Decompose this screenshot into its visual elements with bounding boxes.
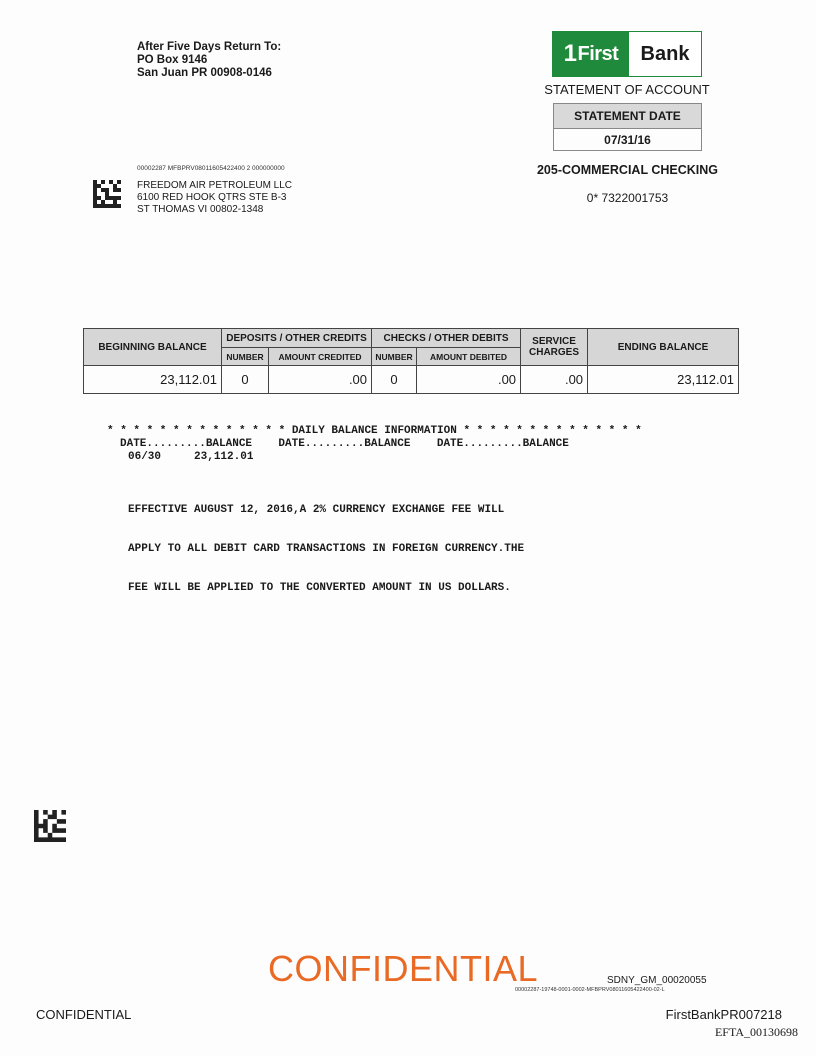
- datamatrix-code-icon: [93, 180, 121, 208]
- logo-number: 1: [563, 40, 577, 67]
- addressee-block: [137, 180, 292, 216]
- fee-notice-line1: EFFECTIVE AUGUST 12, 2016,A 2% CURRENCY EXCHANGE FEE WILL: [128, 504, 505, 516]
- mailing-barcode-line: 00002287 MFBPRV08011605422400 2 000000000: [137, 165, 285, 172]
- header-deposit-number: NUMBER: [222, 348, 269, 366]
- statement-date-label: STATEMENT DATE: [554, 104, 701, 129]
- firstbank-logo: [552, 31, 702, 77]
- daily-balance-banner: * * * * * * * * * * * * * * DAILY BALANCE INFORMATION * * * * * * * * * * * * * *: [107, 425, 642, 437]
- statement-date-value: 07/31/16: [604, 133, 651, 147]
- statement-title: STATEMENT OF ACCOUNT: [544, 82, 710, 97]
- fee-notice: [128, 478, 524, 608]
- confidential-label: CONFIDENTIAL: [36, 1007, 132, 1022]
- account-summary-table: [83, 328, 739, 394]
- document-code: 00002287-19748-0001-0002-MFBPRV08011605422400-02-L: [515, 987, 665, 993]
- check-count-value: 0: [372, 366, 417, 394]
- datamatrix-code-icon: [34, 810, 66, 842]
- amount-credited-value: .00: [269, 366, 372, 394]
- addressee-city: ST THOMAS VI 00802-1348: [137, 204, 264, 215]
- beginning-balance-value: 23,112.01: [84, 366, 222, 394]
- logo-green-panel: [553, 32, 629, 76]
- bates-number: FirstBankPR007218: [665, 1007, 782, 1022]
- addressee-street: 6100 RED HOOK QTRS STE B-3: [137, 192, 287, 203]
- sdny-id: SDNY_GM_00020055: [607, 975, 707, 986]
- logo-bank: Bank: [640, 42, 690, 65]
- account-type: 205-COMMERCIAL CHECKING: [536, 163, 719, 177]
- header-amount-credited: AMOUNT CREDITED: [269, 348, 372, 366]
- header-ending-balance: ENDING BALANCE: [588, 329, 739, 366]
- return-address-line3: San Juan PR 00908-0146: [137, 67, 272, 79]
- fee-notice-line2: APPLY TO ALL DEBIT CARD TRANSACTIONS IN FOREIGN CURRENCY.THE: [128, 543, 525, 555]
- header-check-number: NUMBER: [372, 348, 417, 366]
- return-address-line1: After Five Days Return To:: [137, 41, 282, 53]
- statement-date-box: [553, 103, 702, 151]
- header-service-charges: SERVICE CHARGES: [521, 329, 588, 366]
- header-beginning-balance: BEGINNING BALANCE: [84, 329, 222, 366]
- confidential-stamp: CONFIDENTIAL: [268, 948, 539, 989]
- daily-balance-row: 06/30 23,112.01: [128, 451, 254, 463]
- ending-balance-value: 23,112.01: [588, 366, 739, 394]
- daily-balance-headers: DATE.........BALANCE DATE.........BALANCE DATE.........BALANCE: [120, 438, 569, 450]
- efta-number: EFTA_00130698: [714, 1025, 798, 1039]
- header-amount-debited: AMOUNT DEBITED: [417, 348, 521, 366]
- fee-notice-line3: FEE WILL BE APPLIED TO THE CONVERTED AMOUNT IN US DOLLARS.: [128, 582, 511, 594]
- return-address: [137, 41, 281, 80]
- service-charges-value: .00: [521, 366, 588, 394]
- deposit-count-value: 0: [222, 366, 269, 394]
- amount-debited-value: .00: [417, 366, 521, 394]
- header-deposits: DEPOSITS / OTHER CREDITS: [222, 329, 372, 348]
- return-address-line2: PO Box 9146: [137, 54, 208, 66]
- table-row: [84, 366, 739, 394]
- header-checks: CHECKS / OTHER DEBITS: [372, 329, 521, 348]
- logo-first: First: [577, 42, 619, 65]
- addressee-name: FREEDOM AIR PETROLEUM LLC: [137, 180, 293, 191]
- account-number: 0* 7322001753: [586, 191, 669, 205]
